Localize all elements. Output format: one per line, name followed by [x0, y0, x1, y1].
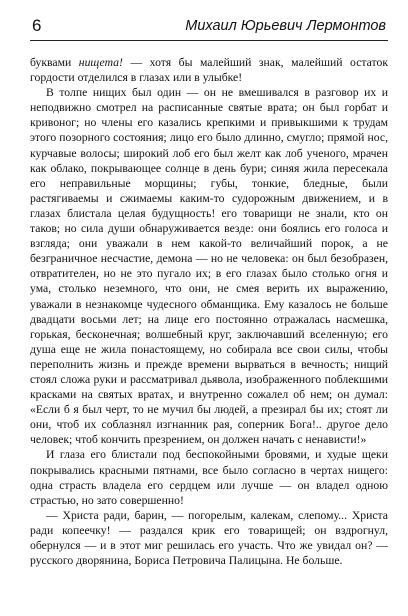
running-header	[30, 14, 388, 41]
paragraph-beggars-cry: — Христа ради, барин, — погорелым, калекам, слепому... Христа ради копеечку! — раздался крик его товарищей; он вздрогнул, обернулся — и в этот миг решилась его участь. Что же увидал он? — русского дворянина, Бориса Петровича Палицына. Не больше.	[30, 508, 388, 568]
paragraph-text: — хотя бы малейший знак, малейший остаток гордости отделился в глазах или в улыбке!	[30, 56, 388, 85]
emphasized-word: нищета!	[78, 56, 123, 69]
paragraph-beggar-description: В толпе нищих был один — он не вмешивался в разговор их и неподвижно смотрел на расписанные святые врата; он был горбат и кривоног; но члены его казались крепкими и привыкшими к трудам этого позорного состояния; лицо его было длинно, смугло; прямой нос, курчавые волосы; широкий лоб его был желт как лоб ученого, мрачен как облако, покрывающее солнце в день бури; синяя жила пересекала его неправильные морщины; губы, тонкие, бледные, были растягиваемы и сжимаемы каким-то судорожным движением, и в глазах блистала целая будущность! его товарищи не знали, кто он таков; но сила души обнаруживается везде: они боялись его голоса и взгляда; они уважали в нем какой-то величайший порок, а не безграничное несчастие, демона — но не человека: он был безобразен, отвратителен, но не это пугало их; в его глазах было столько огня и ума, столько неземного, что они, не смея верить их выражению, уважали в незнакомце чудесного обманщика. Ему казалось не больше двадцати восьми лет; на лице его постоянно отражалась насмешка, горькая, бесконечная; волшебный круг, заключавший вселенную; его душа еще не жила понастоящему, но собирала все свои силы, чтобы переполнить жизнь и прежде времени вырваться в вечность; нищий стоял сложа руки и рассматривал дьявола, изображенного поблекшими красками на святых вратах, и внутренно сожалел об нем; он думал: «Если б я был черт, то не мучил бы людей, а презирал бы их; стоят ли они, чтоб их соблазнял изгнанник рая, соперник Бога!.. другое дело человек; чтоб кончить презрением, он должен начать с ненависти!»	[30, 86, 388, 447]
paragraph-beggar-eyes: И глаза его блистали под беспокойными бровями, и худые щеки покрывались красными пятнами, все было согласно в чертах нищего: одна страсть владела его сердцем или лучше — он владел одною страстью, но зато совершенно!	[30, 448, 388, 507]
paragraph-continuation	[30, 55, 388, 85]
page-number: 6	[32, 16, 42, 35]
page-body	[30, 55, 388, 568]
paragraph-text: буквами	[30, 56, 79, 69]
running-title: Михаил Юрьевич Лермонтов	[185, 18, 386, 34]
book-page	[30, 14, 388, 610]
